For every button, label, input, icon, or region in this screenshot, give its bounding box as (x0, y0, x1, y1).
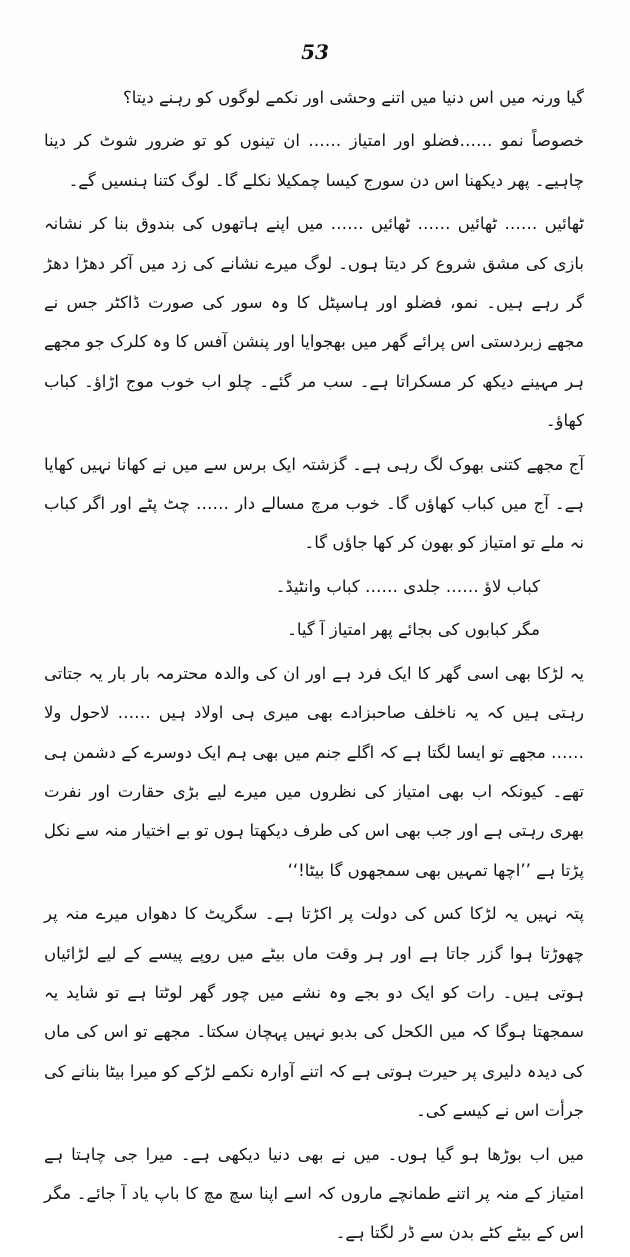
paragraph: کباب لاؤ …… جلدی …… کباب وانٹیڈ۔ (275, 576, 540, 596)
paragraph: مگر کبابوں کی بجائے پھر امتیاز آ گیا۔ (287, 620, 540, 640)
paragraph: میں اب بوڑھا ہو گیا ہوں۔ میں نے بھی دنیا دیکھی ہے۔ میرا جی چاہتا ہے امتیاز کے منہ پر اتنے طمانچے ماروں کہ اسے اپنا سچ مچ کا باپ یاد آ جائے۔ مگر اس کے بیٹے کٹے بدن سے ڈر لگتا ہے۔ (44, 1144, 584, 1243)
paragraph: آج مجھے کتنی بھوک لگ رہی ہے۔ گزشتہ ایک برس سے میں نے کھانا نہیں کھایا ہے۔ آج میں کباب کھاؤں گا۔ خوب مرچ مسالے دار …… چٹ پٹے اور اگر کباب نہ ملے تو امتیاز کو بھون کر کھا جاؤں گا۔ (44, 454, 584, 553)
page-number: 53 (301, 40, 329, 64)
paragraph: خصوصاً نمو ……فضلو اور امتیاز …… ان تینوں کو تو ضرور شوٹ کر دینا چاہیے۔ پھر دیکھنا اس دن سورج کیسا چمکیلا نکلے گا۔ لوگ کتنا ہنسیں گے۔ (44, 131, 584, 190)
paragraph: ٹھائیں …… ٹھائیں …… ٹھائیں …… میں اپنے ہاتھوں کی بندوق بنا کر نشانہ بازی کی مشق شروع کر دیتا ہوں۔ لوگ میرے نشانے کی زد میں آکر دھڑا دھڑ گر رہے ہیں۔ نمو، فضلو اور ہاسپٹل کا وہ سور کی صورت ڈاکٹر جس نے مجھے زبردستی اس پرائے گھر میں بھجوایا اور پنشن آفس کا وہ کلرک جو مجھے ہر مہینے دیکھ کر مسکراتا ہے۔ سب مر گئے۔ چلو اب خوب موج اڑاؤ۔ کباب کھاؤ۔ (44, 214, 584, 431)
paragraph: یہ لڑکا بھی اسی گھر کا ایک فرد ہے اور ان کی والدہ محترمہ بار بار یہ جتاتی رہتی ہیں کہ یہ ناخلف صاحبزادے بھی میری ہی اولاد ہیں …… لاحول ولا …… مجھے تو ایسا لگتا ہے کہ اگلے جنم میں بھی ہم ایک دوسرے کے دشمن ہی تھے۔ کیونکہ اب بھی امتیاز کی نظروں میں میرے لیے بڑی حقارت اور نفرت بھری رہتی ہے اور جب بھی اس کی طرف دیکھتا ہوں تو بے اختیار منہ سے نکل پڑتا ہے ’’اچھا تمہیں بھی سمجھوں گا بیٹا!‘‘ (44, 663, 584, 880)
paragraph: گیا ورنہ میں اس دنیا میں اتنے وحشی اور نکمے لوگوں کو رہنے دیتا؟ (123, 88, 584, 107)
paragraph: پتہ نہیں یہ لڑکا کس کی دولت پر اکڑتا ہے۔ سگریٹ کا دھواں میرے منہ پر چھوڑتا ہوا گزر جاتا ہے اور ہر وقت ماں بیٹے میں روپے پیسے کے لیے لڑائیاں ہوتی ہیں۔ رات کو ایک دو بجے وہ نشے میں چور گھر لوٹتا ہے تو شاید یہ سمجھتا ہوگا کہ میں الکحل کی بدبو نہیں پہچان سکتا۔ مجھے تو اس کی ماں کی دیدہ دلیری پر حیرت ہوتی ہے کہ اتنے آوارہ نکمے لڑکے کو میرا بیٹا بنانے کی جرأت اس نے کیسے کی۔ (44, 904, 584, 1121)
